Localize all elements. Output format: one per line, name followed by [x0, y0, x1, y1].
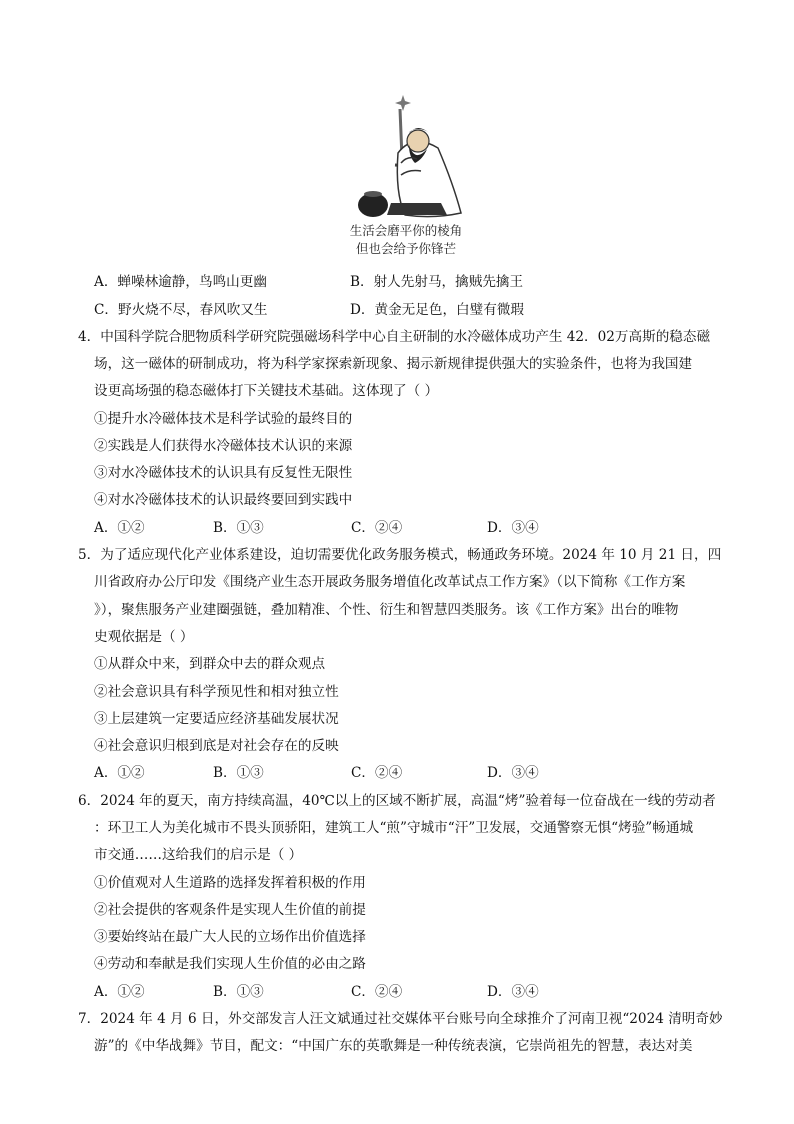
q5-choice-d: D．③④ [487, 765, 539, 781]
q4-stem-line-1: 4．中国科学院合肥物质科学研究院强磁场科学中心自主研制的水冷磁体成功产生 42．02万高斯的稳态磁 [78, 329, 711, 345]
q5-stem-line-2: 川省政府办公厅印发《围绕产业生态开展政务服务增值化改革试点工作方案》（以下简称《工作方案 [94, 574, 686, 590]
q4-choice-b: B．①③ [213, 520, 264, 536]
q5-choice-c: C．②④ [351, 765, 403, 781]
q6-choice-a: A．①② [94, 984, 145, 1000]
caption-line-1: 生活会磨平你的棱角 [349, 223, 463, 238]
q5-statement-1: ①从群众中来，到群众中去的群众观点 [94, 656, 326, 672]
q4-statement-1: ①提升水冷磁体技术是科学试验的最终目的 [94, 411, 353, 427]
q6-stem-line-1: 6．2024 年的夏天，南方持续高温，40℃以上的区域不断扩展，高温“烤”验着每一位奋战在一线的劳动者 [78, 793, 716, 809]
q6-choice-b: B．①③ [213, 984, 264, 1000]
q6-statement-1: ①价值观对人生道路的选择发挥着积极的作用 [94, 875, 366, 891]
q5-choice-a: A．①② [94, 765, 145, 781]
q6-stem-line-2: ：环卫工人为美化城市不畏头顶骄阳，建筑工人“煎”守城市“汗”卫发展，交通警察无惧“烤验”畅通城 [94, 820, 694, 836]
q4-statement-2: ②实践是人们获得水冷磁体技术认识的来源 [94, 438, 353, 454]
q4-choice-d: D．③④ [487, 520, 539, 536]
q5-stem-line-1: 5．为了适应现代化产业体系建设，迫切需要优化政务服务模式，畅通政务环境。2024 年 10 月 21 日，四 [78, 547, 722, 563]
q3-option-a: A．蝉噪林逾静，鸟鸣山更幽 [94, 274, 267, 290]
q3-option-c: C．野火烧不尽，春风吹又生 [94, 302, 268, 318]
q3-option-b: B．射人先射马，擒贼先擒王 [350, 274, 524, 290]
q6-statement-4: ④劳动和奉献是我们实现人生价值的必由之路 [94, 956, 366, 972]
q6-stem-line-3: 市交通……这给我们的启示是（ ） [94, 847, 303, 863]
q7-stem-line-1: 7．2024 年 4 月 6 日，外交部发言人汪文斌通过社交媒体平台账号向全球推介了河南卫视“2024 清明奇妙 [78, 1011, 723, 1027]
q7-stem-line-2: 游”的《中华战舞》节目，配文：“中国广东的英歌舞是一种传统表演，它崇尚祖先的智慧，表达对美 [94, 1038, 693, 1054]
q5-statement-3: ③上层建筑一定要适应经济基础发展状况 [94, 711, 339, 727]
q5-statement-4: ④社会意识归根到底是对社会存在的反映 [94, 738, 339, 754]
q3-option-d: D．黄金无足色，白璧有微瑕 [350, 302, 525, 318]
caption-line-2: 但也会给予你锋芒 [355, 241, 456, 256]
q5-statement-2: ②社会意识具有科学预见性和相对独立性 [94, 684, 339, 700]
q5-stem-line-4: 史观依据是（ ） [94, 629, 194, 645]
q4-statement-4: ④对水冷磁体技术的认识最终要回到实践中 [94, 492, 353, 508]
q4-statement-3: ③对水冷磁体技术的认识具有反复性无限性 [94, 465, 353, 481]
q4-stem-line-2: 场，这一磁体的研制成功，将为科学家探索新现象、揭示新规律提供强大的实验条件，也将为我国建 [94, 356, 693, 372]
q6-statement-3: ③要始终站在最广大人民的立场作出价值选择 [94, 929, 366, 945]
q6-choice-d: D．③④ [487, 984, 539, 1000]
q5-stem-line-3: 》），聚焦服务产业建圈强链，叠加精准、个性、衍生和智慧四类服务。该《工作方案》出台的唯物 [94, 602, 679, 618]
illustration-caption [343, 222, 469, 258]
q6-statement-2: ②社会提供的客观条件是实现人生价值的前提 [94, 902, 366, 918]
q4-stem-line-3: 设更高场强的稳态磁体打下关键技术基础。这体现了（ ） [94, 383, 439, 399]
q4-choice-c: C．②④ [351, 520, 403, 536]
q6-choice-c: C．②④ [351, 984, 403, 1000]
q5-choice-b: B．①③ [213, 765, 264, 781]
q4-choice-a: A．①② [94, 520, 145, 536]
